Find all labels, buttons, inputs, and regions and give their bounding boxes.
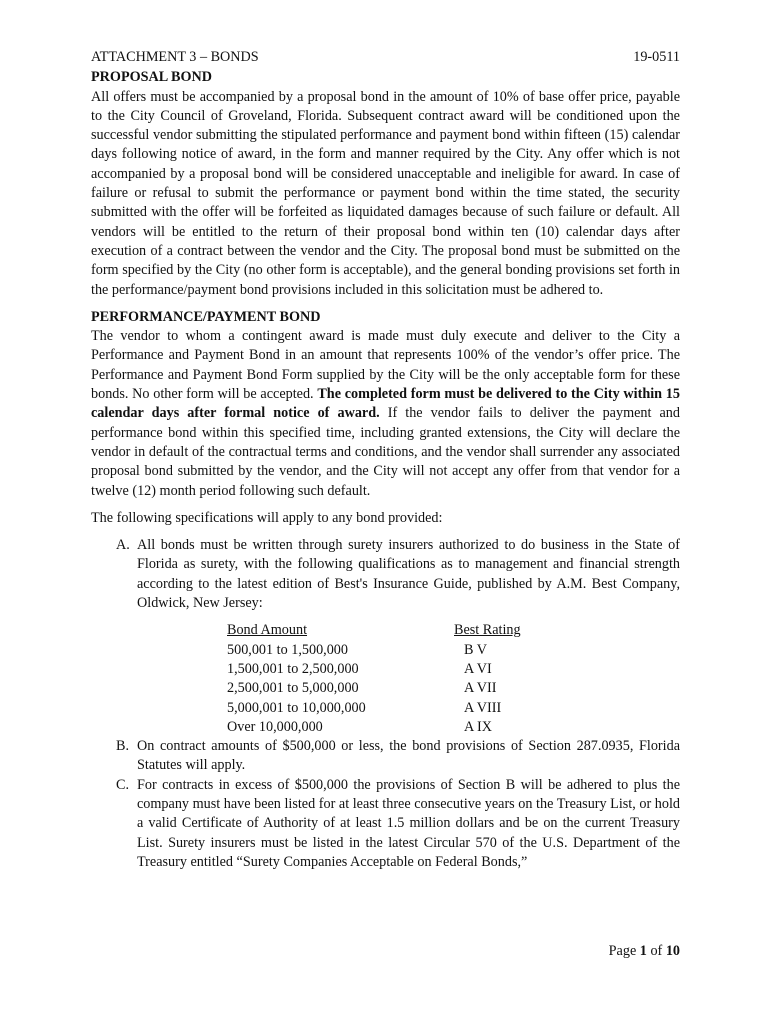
bond-amount-cell: 5,000,001 to 10,000,000 bbox=[227, 699, 366, 716]
best-rating-cell: A VI bbox=[464, 660, 492, 677]
specs-intro: The following specifications will apply to any bond provided: bbox=[91, 509, 443, 526]
bond-amount-cell: 2,500,001 to 5,000,000 bbox=[227, 680, 359, 697]
best-rating-table bbox=[227, 621, 521, 737]
table-row bbox=[227, 660, 521, 679]
document-number: 19-0511 bbox=[633, 49, 680, 65]
proposal-bond-heading: PROPOSAL BOND bbox=[91, 69, 213, 86]
document-page bbox=[91, 48, 680, 872]
spec-text: For contracts in excess of $500,000 the provisions of Section B will be adhered to plus the company must have been listed for at least three consecutive years on the Treasury List, or hold a valid Certificate of Authority of at least 1.5 million dollars and be on the current Treasury List. Surety insurers must be listed in the latest Circular 570 of the U.S. Department of the Treasury entitled “Surety Companies Acceptable on Federal Bonds,” bbox=[137, 776, 680, 870]
table-row bbox=[227, 718, 521, 737]
spec-item-b bbox=[91, 737, 680, 776]
spec-letter: B. bbox=[116, 738, 130, 755]
bond-amount-cell: Over 10,000,000 bbox=[227, 718, 323, 735]
proposal-bond-paragraph: All offers must be accompanied by a proposal bond in the amount of 10% of base offer price, payable to the City Council of Groveland, Florida. Subsequent contract award will be conditioned upon the successful vendor submitting the stipulated performance and payment bond within fifteen (15) calendar days following notice of award, in the form and manner required by the City. Any offer which is not accompanied by a proposal bond will be considered unacceptable and ineligible for award. In case of failure or refusal to submit the performance or payment bond within the time stated, the security submitted with the offer will be forfeited as liquidated damages because of such failure or default. All vendors will be entitled to the return of their proposal bond within ten (10) calendar days after execution of a contract between the vendor and the City. The proposal bond must be submitted on the form specified by the City (no other form is acceptable), and the general bonding provisions set forth in the performance/payment bond provisions included in this solicitation must be adhered to. bbox=[91, 88, 680, 298]
spec-letter: C. bbox=[116, 776, 130, 793]
spec-text: On contract amounts of $500,000 or less, the bond provisions of Section 287.0935, Florida Statutes will apply. bbox=[137, 738, 680, 774]
spec-item-c bbox=[91, 776, 680, 872]
best-rating-cell: A VIII bbox=[464, 699, 502, 716]
of-label: of bbox=[650, 943, 663, 959]
table-row bbox=[227, 679, 521, 698]
page-header bbox=[91, 48, 680, 67]
performance-bond-text-end: If the vendor fails to deliver the payment and performance bond within this specified time, including granted extensions, the City will declare the vendor in default of the contractual terms and conditions, and the vendor shall surrender any associated proposal bond submitted by the vendor, and the City will not accept any offer from that vendor for a twelve (12) month period following such default. bbox=[91, 405, 680, 499]
page-footer bbox=[609, 942, 680, 961]
spec-letter: A. bbox=[116, 537, 130, 554]
attachment-title: ATTACHMENT 3 – BONDS bbox=[91, 49, 259, 65]
table-row bbox=[227, 699, 521, 718]
best-rating-cell: A VII bbox=[464, 680, 497, 697]
page-label: Page bbox=[608, 943, 637, 959]
table-row bbox=[227, 641, 521, 660]
specs-list bbox=[91, 536, 680, 872]
table-header-row bbox=[227, 621, 521, 640]
performance-bond-deadline: The completed form must be delivered to the City within 15 calendar days after formal notice of award. bbox=[91, 386, 680, 422]
best-rating-cell: B V bbox=[464, 641, 487, 658]
best-rating-header: Best Rating bbox=[454, 622, 521, 639]
bond-amount-header: Bond Amount bbox=[227, 622, 308, 639]
page-number: 1 bbox=[639, 943, 647, 959]
bond-amount-cell: 500,001 to 1,500,000 bbox=[227, 641, 348, 658]
bond-amount-cell: 1,500,001 to 2,500,000 bbox=[227, 660, 359, 677]
performance-bond-text-start: The vendor to whom a contingent award is made must duly execute and deliver to the City a Performance and Payment Bond in an amount that represents 100% of the vendor’s offer price. The Performance and Payment Bond Form supplied by the City will be the only acceptable form for these bonds. No other form will be accepted. bbox=[91, 328, 680, 403]
spec-text: All bonds must be written through surety insurers authorized to do business in the State of Florida as surety, with the following qualifications as to management and financial strength according to the latest edition of Best's Insurance Guide, published by A.M. Best Company, Oldwick, New Jersey: bbox=[137, 537, 680, 612]
performance-bond-heading: PERFORMANCE/PAYMENT BOND bbox=[91, 308, 321, 325]
best-rating-cell: A IX bbox=[464, 718, 492, 735]
performance-bond-paragraph bbox=[91, 327, 680, 501]
spec-item-a bbox=[91, 536, 680, 737]
page-total: 10 bbox=[665, 943, 680, 959]
